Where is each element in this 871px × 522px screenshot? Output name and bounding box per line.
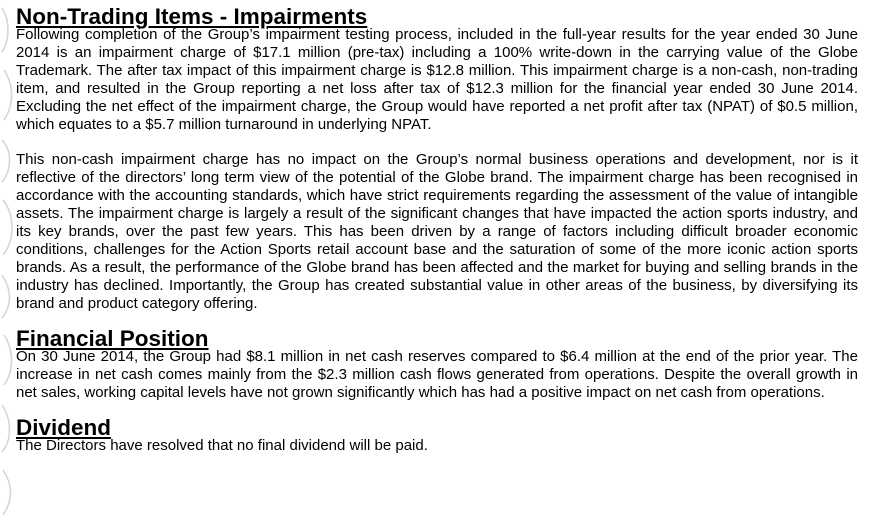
paragraph-dividend: The Directors have resolved that no final dividend will be paid.	[16, 437, 428, 454]
document-body	[16, 4, 858, 455]
section-dividend	[16, 415, 858, 455]
paragraph-impairment-impact: This non-cash impairment charge has no impact on the Group’s normal business operations and development, nor is it reflective of the directors’ long term view of the potential of the Globe brand. The impairment charge has been recognised in accordance with the accounting standards, which have strict requirements regarding the assessment of the value of intangible assets. The impairment charge is largely a result of the significant changes that have impacted the action sports industry, and its key brands, over the past few years. This has been driven by a range of factors including difficult broader economic conditions, challenges for the Action Sports retail account base and the saturation of some of the more iconic action sports brands. As a result, the performance of the Globe brand has been affected and the market for buying and selling brands in the industry has declined. Importantly, the Group has created substantial value in other areas of the business, by diversifying its brand and product category offering.	[16, 151, 858, 312]
section-impairments	[16, 4, 858, 313]
section-heading-dividend: Dividend	[16, 415, 112, 440]
paragraph-spacer	[16, 134, 858, 151]
section-heading-impairments: Non-Trading Items - Impairments	[16, 4, 368, 29]
section-heading-financial-position: Financial Position	[16, 326, 209, 351]
paragraph-impairment-charge: Following completion of the Group’s impairment testing process, included in the full-year results for the year ended 30 June 2014 is an impairment charge of $17.1 million (pre-tax) including a 100% write-down in the carrying value of the Globe Trademark. The after tax impact of this impairment charge is $12.8 million. This impairment charge is a non-cash, non-trading item, and resulted in the Group reporting a net loss after tax of $12.3 million for the financial year ended 30 June 2014. Excluding the net effect of the impairment charge, the Group would have reported a net profit after tax (NPAT) of $0.5 million, which equates to a $5.7 million turnaround in underlying NPAT.	[16, 26, 858, 133]
paragraph-financial-position: On 30 June 2014, the Group had $8.1 million in net cash reserves compared to $6.4 million at the end of the prior year. The increase in net cash comes mainly from the $2.3 million cash flows generated from operations. Despite the overall growth in net sales, working capital levels have not grown significantly which has had a positive impact on net cash from operations.	[16, 348, 858, 401]
section-spacer	[16, 402, 858, 419]
section-financial-position	[16, 326, 858, 402]
